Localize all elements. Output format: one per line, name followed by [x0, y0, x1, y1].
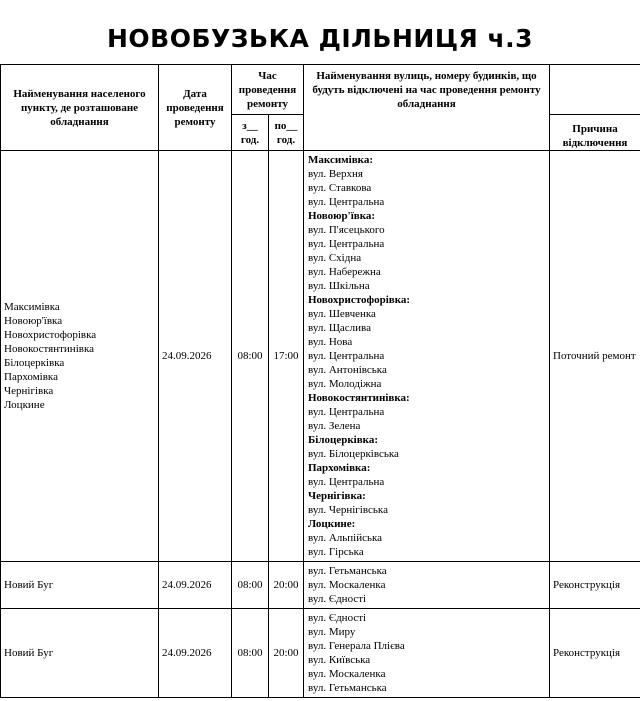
street-item: вул. Москаленка: [308, 579, 386, 591]
village-heading: Новокостянтинівка:: [308, 392, 410, 404]
header-time: Час проведення ремонту: [232, 65, 304, 115]
street-item: вул. Білоцерківська: [308, 448, 399, 460]
table-row: [1, 609, 640, 698]
village-heading: Чернігівка:: [308, 490, 366, 502]
header-reason: Причина відключення: [550, 115, 640, 151]
table-row: [1, 151, 640, 562]
street-item: вул. Центральна: [308, 238, 385, 250]
street-item: вул. Молодіжна: [308, 378, 382, 390]
streets-cell: [304, 151, 550, 562]
table-header: [1, 65, 640, 151]
village-heading: Білоцерківка:: [308, 434, 379, 446]
location-name: Чернігівка: [4, 385, 54, 397]
street-item: вул. Київська: [308, 654, 371, 666]
reason-cell: Поточний ремонт: [550, 151, 640, 562]
street-item: вул. Зелена: [308, 420, 361, 432]
location-name: Білоцерківка: [4, 357, 65, 369]
street-item: вул. Єдності: [308, 593, 367, 605]
reason-cell: Реконструкція: [550, 562, 640, 609]
street-item: вул. Гірська: [308, 546, 364, 558]
location-name: Новокостянтинівка: [4, 343, 95, 355]
header-location: Найменування населеного пункту, де розташоване обладнання: [1, 65, 159, 151]
location-name: Новохристофорівка: [4, 329, 97, 341]
location-name: Максимівка: [4, 301, 60, 313]
table-body: [1, 151, 640, 698]
time-to-cell: 17:00: [269, 151, 304, 562]
header-to: по__ год.: [269, 115, 304, 151]
street-item: вул. Центральна: [308, 476, 385, 488]
street-item: вул. Нова: [308, 336, 353, 348]
date-cell: 24.09.2026: [159, 151, 232, 562]
location-cell: [1, 151, 159, 562]
street-item: вул. Антонівська: [308, 364, 387, 376]
reason-cell: Реконструкція: [550, 609, 640, 698]
street-item: вул. Верхня: [308, 168, 363, 180]
time-from-cell: 08:00: [232, 562, 269, 609]
village-heading: Максимівка:: [308, 154, 373, 166]
street-item: вул. Набережна: [308, 266, 381, 278]
location-cell: [1, 562, 159, 609]
location-name: Новий Буг: [4, 579, 54, 591]
date-cell: 24.09.2026: [159, 562, 232, 609]
street-item: вул. Центральна: [308, 196, 385, 208]
street-item: вул. Шкільна: [308, 280, 370, 292]
header-from: з__ год.: [232, 115, 269, 151]
street-item: вул. Генерала Плієва: [308, 640, 405, 652]
time-from-cell: 08:00: [232, 151, 269, 562]
time-from-cell: 08:00: [232, 609, 269, 698]
header-blank-cell: [550, 65, 640, 115]
street-item: вул. Гетьманська: [308, 565, 387, 577]
street-item: вул. Східна: [308, 252, 362, 264]
header-date: Дата проведення ремонту: [159, 65, 232, 151]
village-heading: Пархомівка:: [308, 462, 371, 474]
village-heading: Лоцкине:: [308, 518, 356, 530]
street-item: вул. Альпійська: [308, 532, 383, 544]
street-item: вул. Москаленка: [308, 668, 386, 680]
street-item: вул. Центральна: [308, 406, 385, 418]
location-name: Пархомівка: [4, 371, 58, 383]
street-item: вул. Шевченка: [308, 308, 376, 320]
street-item: вул. Єдності: [308, 612, 367, 624]
page-title: НОВОБУЗЬКА ДІЛЬНИЦЯ ч.3: [106, 24, 534, 53]
streets-cell: [304, 562, 550, 609]
location-name: Новоюр'ївка: [4, 315, 63, 327]
street-item: вул. П'ясецького: [308, 224, 385, 236]
header-streets: Найменування вулиць, номеру будинків, що будуть відключені на час проведення ремонту обладнання: [304, 65, 550, 151]
streets-cell: [304, 609, 550, 698]
time-to-cell: 20:00: [269, 562, 304, 609]
street-item: вул. Гетьманська: [308, 682, 387, 694]
street-item: вул. Центральна: [308, 350, 385, 362]
time-to-cell: 20:00: [269, 609, 304, 698]
location-cell: [1, 609, 159, 698]
street-item: вул. Ставкова: [308, 182, 372, 194]
location-name: Лоцкине: [4, 399, 45, 411]
street-item: вул. Щаслива: [308, 322, 371, 334]
village-heading: Новоюр'ївка:: [308, 210, 376, 222]
date-cell: 24.09.2026: [159, 609, 232, 698]
street-item: вул. Миру: [308, 626, 356, 638]
location-name: Новий Буг: [4, 647, 54, 659]
village-heading: Новохристофорівка:: [308, 294, 411, 306]
outage-schedule-table: [0, 64, 640, 698]
table-row: [1, 562, 640, 609]
street-item: вул. Чернігівська: [308, 504, 388, 516]
